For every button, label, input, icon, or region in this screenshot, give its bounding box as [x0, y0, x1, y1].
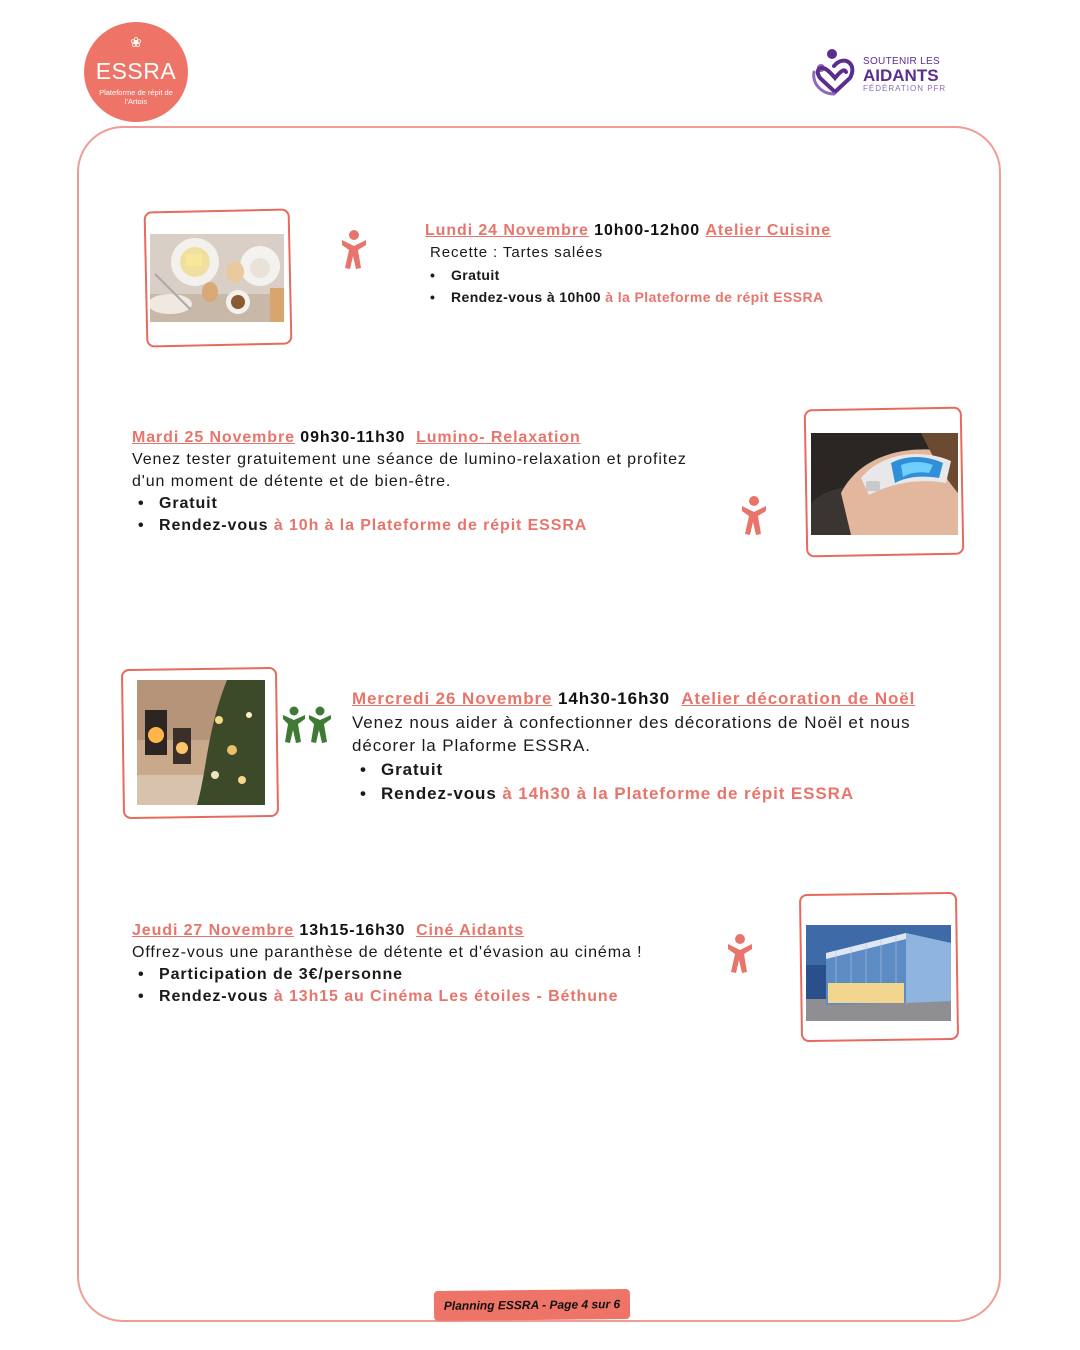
- event-time: 14h30-16h30: [558, 689, 670, 708]
- single-person-icon: [340, 230, 368, 270]
- event-details-list: [424, 264, 823, 308]
- leaf-icon: ❀: [130, 34, 142, 50]
- list-item: • Rendez-vous à 10h00 à la Plateforme de répit ESSRA: [424, 286, 823, 308]
- event-details-list: [132, 493, 587, 537]
- event-title: Atelier Cuisine: [705, 222, 831, 239]
- list-item: • Gratuit: [354, 758, 854, 782]
- partner-logo-line3: FÉDÉRATION PFR: [863, 84, 947, 93]
- heart-people-icon: [810, 46, 860, 98]
- list-item: • Rendez-vous à 10h à la Plateforme de répit ESSRA: [132, 515, 587, 537]
- event-title: Atelier décoration de Noël: [681, 689, 916, 708]
- duo-persons-icon: [282, 706, 334, 744]
- list-item: • Gratuit: [424, 264, 823, 286]
- event-date-line: [352, 688, 915, 710]
- list-item: • Rendez-vous à 14h30 à la Plateforme de répit ESSRA: [354, 782, 854, 806]
- event-date: Mardi 25 Novembre: [132, 429, 295, 446]
- event-description-line: Venez nous aider à confectionner des décorations de Noël et nous: [352, 713, 911, 732]
- lumino-relaxation-photo: [811, 433, 958, 535]
- christmas-tree-photo: [137, 680, 265, 805]
- event-details-list: [132, 964, 618, 1008]
- event-date-line: [132, 427, 581, 449]
- event-description: Recette : Tartes salées: [430, 244, 603, 261]
- event-title: Lumino- Relaxation: [416, 429, 581, 446]
- event-description: Offrez-vous une paranthèse de détente et d'évasion au cinéma !: [132, 944, 643, 961]
- soutenir-les-aidants-logo: [810, 46, 960, 98]
- cinema-building-photo: [806, 925, 951, 1021]
- event-title: Ciné Aidants: [416, 922, 525, 939]
- essra-logo-name: ESSRA: [95, 58, 177, 84]
- event-date-line: [425, 220, 831, 242]
- list-item: • Gratuit: [132, 493, 587, 515]
- event-time: 13h15-16h30: [299, 922, 406, 939]
- event-description-line: Venez tester gratuitement une séance de lumino-relaxation et profitez: [132, 451, 687, 468]
- essra-logo: [84, 22, 188, 122]
- event-date: Lundi 24 Novembre: [425, 222, 589, 239]
- baking-ingredients-photo: [150, 234, 284, 322]
- single-person-icon: [726, 934, 754, 974]
- event-description-line: décorer la Plaforme ESSRA.: [352, 736, 591, 755]
- page-footer: Planning ESSRA - Page 4 sur 6: [434, 1289, 630, 1321]
- single-person-icon: [740, 496, 768, 536]
- essra-logo-subtitle: Plateforme de répit de l'Artois: [99, 88, 173, 106]
- partner-logo-line2: AIDANTS: [863, 66, 939, 85]
- event-date: Mercredi 26 Novembre: [352, 689, 553, 708]
- event-description-line: d'un moment de détente et de bien-être.: [132, 473, 452, 490]
- partner-logo-line1: SOUTENIR LES: [863, 56, 940, 67]
- event-date-line: [132, 920, 524, 942]
- event-details-list: [354, 758, 854, 806]
- event-date: Jeudi 27 Novembre: [132, 922, 295, 939]
- event-time: 09h30-11h30: [300, 429, 406, 446]
- event-time: 10h00-12h00: [594, 222, 701, 239]
- list-item: • Participation de 3€/personne: [132, 964, 618, 986]
- list-item: • Rendez-vous à 13h15 au Cinéma Les étoiles - Béthune: [132, 986, 618, 1008]
